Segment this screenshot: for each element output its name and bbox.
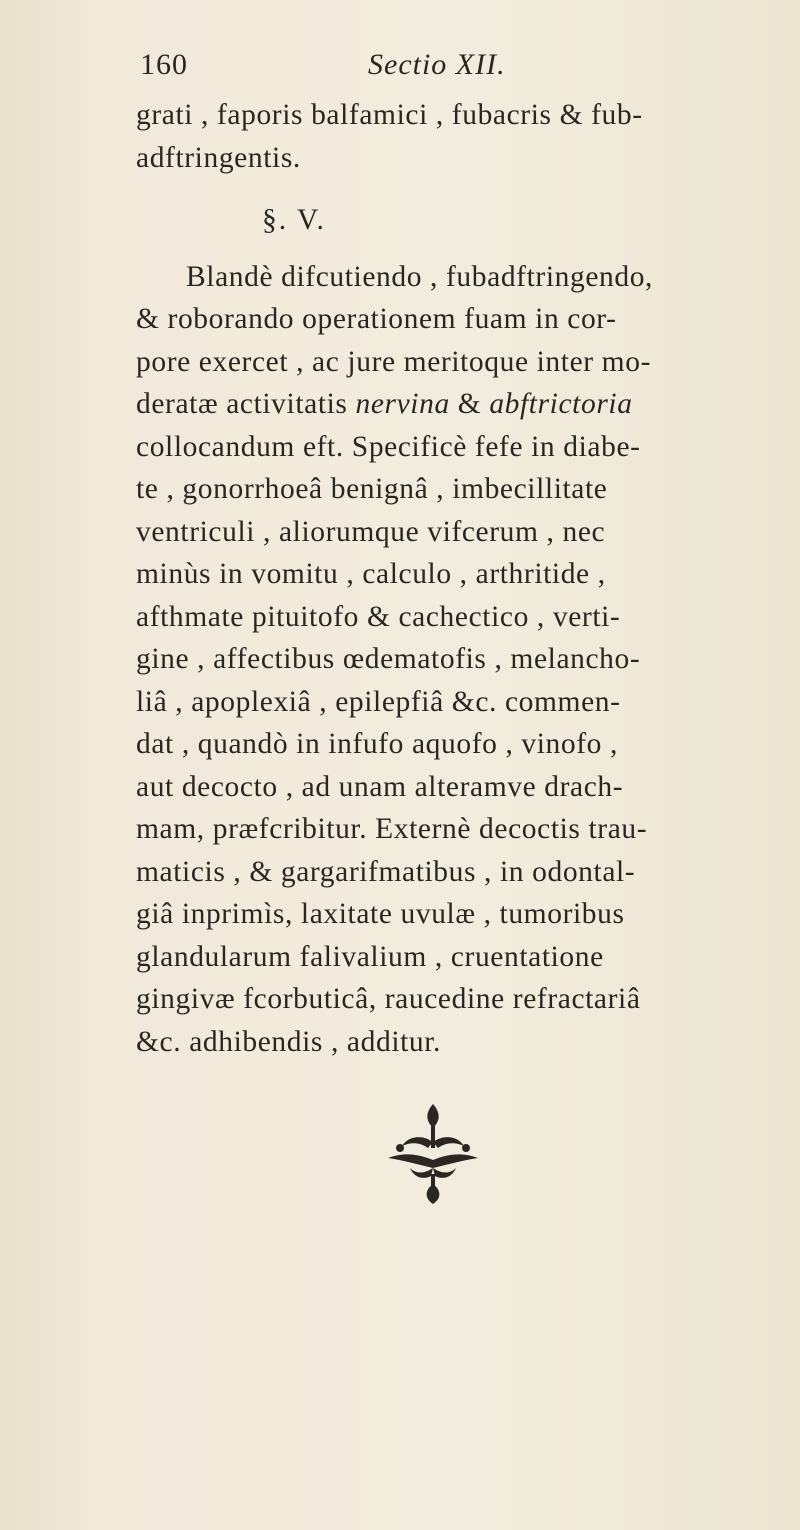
text-line: minùs in vomitu , calculo , arthritide , xyxy=(136,558,606,590)
text-line: giâ inprimìs, laxitate uvulæ , tumoribus xyxy=(136,898,625,930)
text-line: pore exercet , ac jure meritoque inter mo- xyxy=(136,345,651,378)
page-number: 160 xyxy=(140,48,188,81)
text-line: glandularum falivalium , cruentatione xyxy=(136,940,604,973)
floral-tailpiece-ornament-icon xyxy=(378,1098,488,1208)
text-line: mam, præfcribitur. Externè decoctis trau- xyxy=(136,813,648,845)
text-line: liâ , apoplexiâ , epilepfiâ &c. commen- xyxy=(136,685,621,718)
section-heading: §. V. xyxy=(262,204,326,236)
italic-term-abstrictoria: abftrictoria xyxy=(489,388,633,420)
text-line: &c. adhibendis , additur. xyxy=(136,1025,442,1058)
text-line: gine , affectibus œdematofis , melancho- xyxy=(136,643,641,675)
text-line: & roborando operationem fuam in cor- xyxy=(136,303,617,335)
text-line: grati , faporis balfamici , fubacris & fub- xyxy=(136,99,643,131)
text-line: adftringentis. xyxy=(136,141,301,174)
page-header xyxy=(136,48,676,92)
text-line: te , gonorrhoeâ benignâ , imbecillitate xyxy=(136,473,608,505)
running-head: Sectio XII. xyxy=(368,48,506,81)
text-line: maticis , & gargarifmatibus , in odontal- xyxy=(136,855,636,888)
text-line: afthmate pituitofo & cachectico , verti- xyxy=(136,600,621,633)
text-line: aut decocto , ad unam alteramve drach- xyxy=(136,770,624,803)
text-line: dat , quandò in infufo aquofo , vinofo , xyxy=(136,728,618,760)
text-line: collocandum eft. Specificè fefe in diabe- xyxy=(136,430,641,463)
text-line: ventriculi , aliorumque vifcerum , nec xyxy=(136,515,606,548)
text-line-with-italics xyxy=(136,383,756,426)
text-line: gingivæ fcorbuticâ, raucedine refractariâ xyxy=(136,983,641,1015)
body-text xyxy=(136,94,756,1063)
text-line: Blandè difcutiendo , fubadftringendo, xyxy=(186,260,654,293)
italic-term-nervina: nervina xyxy=(355,388,450,420)
text-segment: & xyxy=(449,388,490,420)
text-segment: deratæ activitatis xyxy=(136,388,356,420)
